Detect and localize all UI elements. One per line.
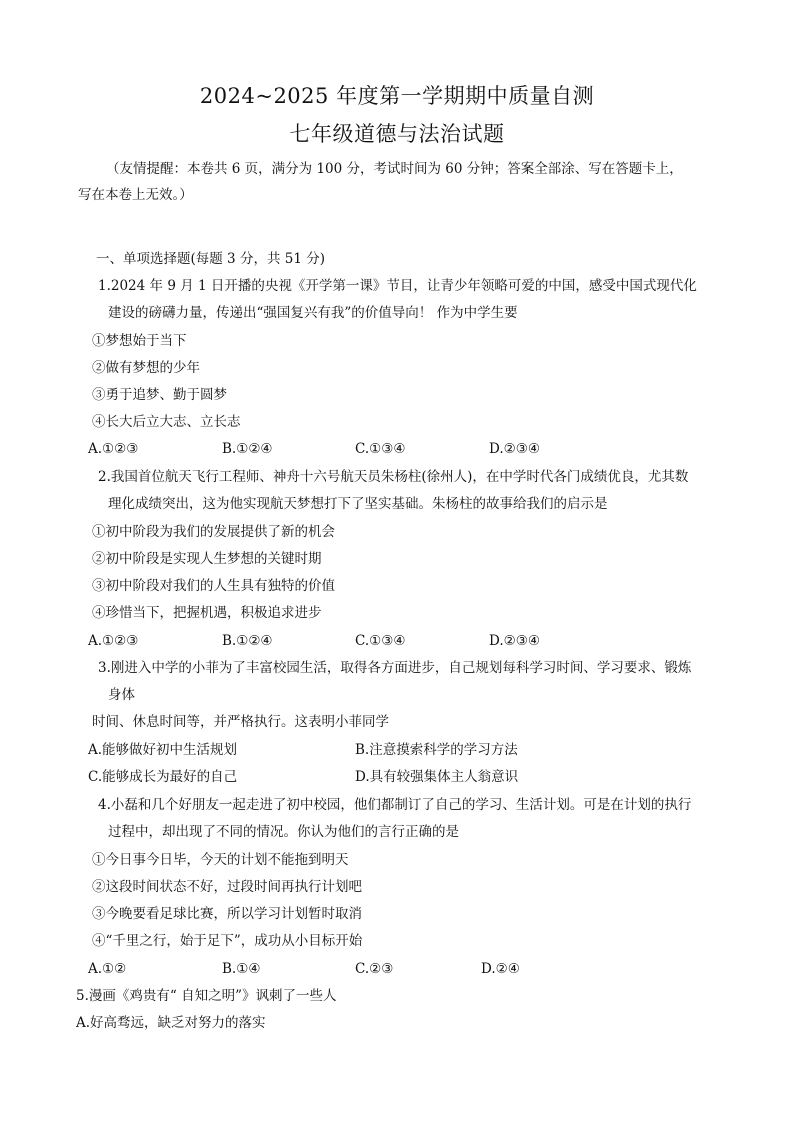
q2-option-b: B.①②④ (222, 633, 273, 649)
q1-option-d: D.②③④ (489, 441, 540, 457)
q4-stem-line-1: 4.小磊和几个好朋友一起走进了初中校园，他们都制订了自己的学习、生活计划。可是在计划的执行 (98, 797, 692, 813)
q4-item-2: ②这段时间状态不好，过段时间再执行计划吧 (92, 879, 362, 895)
q3-option-b: B.注意摸索科学的学习方法 (355, 742, 518, 758)
exam-subtitle: 七年级道德与法治试题 (289, 122, 505, 146)
q1-item-2: ②做有梦想的少年 (92, 360, 200, 376)
q2-item-3: ③初中阶段对我们的人生具有独特的价值 (92, 578, 335, 594)
q4-item-3: ③今晚要看足球比赛，所以学习计划暂时取消 (92, 906, 362, 922)
notice-line-2: 写在本卷上无效。） (78, 187, 193, 203)
q5-option-a: A.好高骛远，缺乏对努力的落实 (76, 1015, 266, 1031)
q1-item-3: ③勇于追梦、勤于圆梦 (92, 387, 227, 403)
q2-option-a: A.①②③ (88, 633, 139, 649)
q3-option-d: D.具有较强集体主人翁意识 (355, 769, 519, 785)
q3-stem-line-1: 3.刚进入中学的小菲为了丰富校园生活，取得各方面进步，自己规划每科学习时间、学习要求、锻炼 (98, 660, 692, 676)
q2-item-2: ②初中阶段是实现人生梦想的关键时期 (92, 551, 322, 567)
q2-stem-line-2: 理化成绩突出，这为他实现航天梦想打下了坚实基础。朱杨柱的故事给我们的启示是 (108, 496, 608, 512)
q1-option-b: B.①②④ (222, 441, 273, 457)
q5-stem: 5.漫画《鸡贵有“ 自知之明”》讽刺了一些人 (76, 988, 337, 1004)
q2-item-1: ①初中阶段为我们的发展提供了新的机会 (92, 524, 335, 540)
q2-option-d: D.②③④ (489, 633, 540, 649)
notice-line-1: （友情提醒：本卷共 6 页，满分为 100 分，考试时间为 60 分钟；答案全部涂、写在答题卡上， (106, 161, 683, 177)
q2-stem-line-1: 2.我国首位航天飞行工程师、神舟十六号航天员朱杨柱(徐州人)，在中学时代各门成绩优良，尤其数 (98, 469, 689, 485)
q1-stem-line-1: 1.2024 年 9 月 1 日开播的央视《开学第一课》节目，让青少年领略可爱的中国，感受中国式现代化 (98, 278, 697, 294)
exam-title: 2024~2025 年度第一学期期中质量自测 (199, 84, 595, 108)
q3-stem-line-3: 时间、休息时间等，并严格执行。这表明小菲同学 (92, 714, 389, 730)
q4-option-c: C.②③ (355, 961, 394, 977)
q4-option-a: A.①② (88, 961, 127, 977)
q2-item-4: ④珍惜当下，把握机遇，积极追求进步 (92, 605, 322, 621)
q1-item-4: ④长大后立大志、立长志 (92, 414, 241, 430)
q1-stem-line-2: 建设的磅礴力量，传递出“强国复兴有我”的价值导向！ 作为中学生要 (108, 305, 518, 321)
q4-option-b: B.①④ (222, 961, 261, 977)
q1-option-a: A.①②③ (88, 441, 139, 457)
q4-item-1: ①今日事今日毕，今天的计划不能拖到明天 (92, 852, 349, 868)
q3-option-a: A.能够做好初中生活规划 (88, 742, 238, 758)
q2-option-c: C.①③④ (355, 633, 406, 649)
section-heading: 一、单项选择题(每题 3 分，共 51 分) (96, 251, 325, 267)
q1-item-1: ①梦想始于当下 (92, 333, 187, 349)
q1-option-c: C.①③④ (355, 441, 406, 457)
q4-stem-line-2: 过程中，却出现了不同的情况。你认为他们的言行正确的是 (108, 824, 459, 840)
q4-option-d: D.②④ (481, 961, 520, 977)
q3-stem-line-2: 身体 (108, 687, 135, 703)
q4-item-4: ④“千里之行，始于足下”，成功从小目标开始 (92, 933, 363, 949)
q3-option-c: C.能够成长为最好的自己 (88, 769, 238, 785)
